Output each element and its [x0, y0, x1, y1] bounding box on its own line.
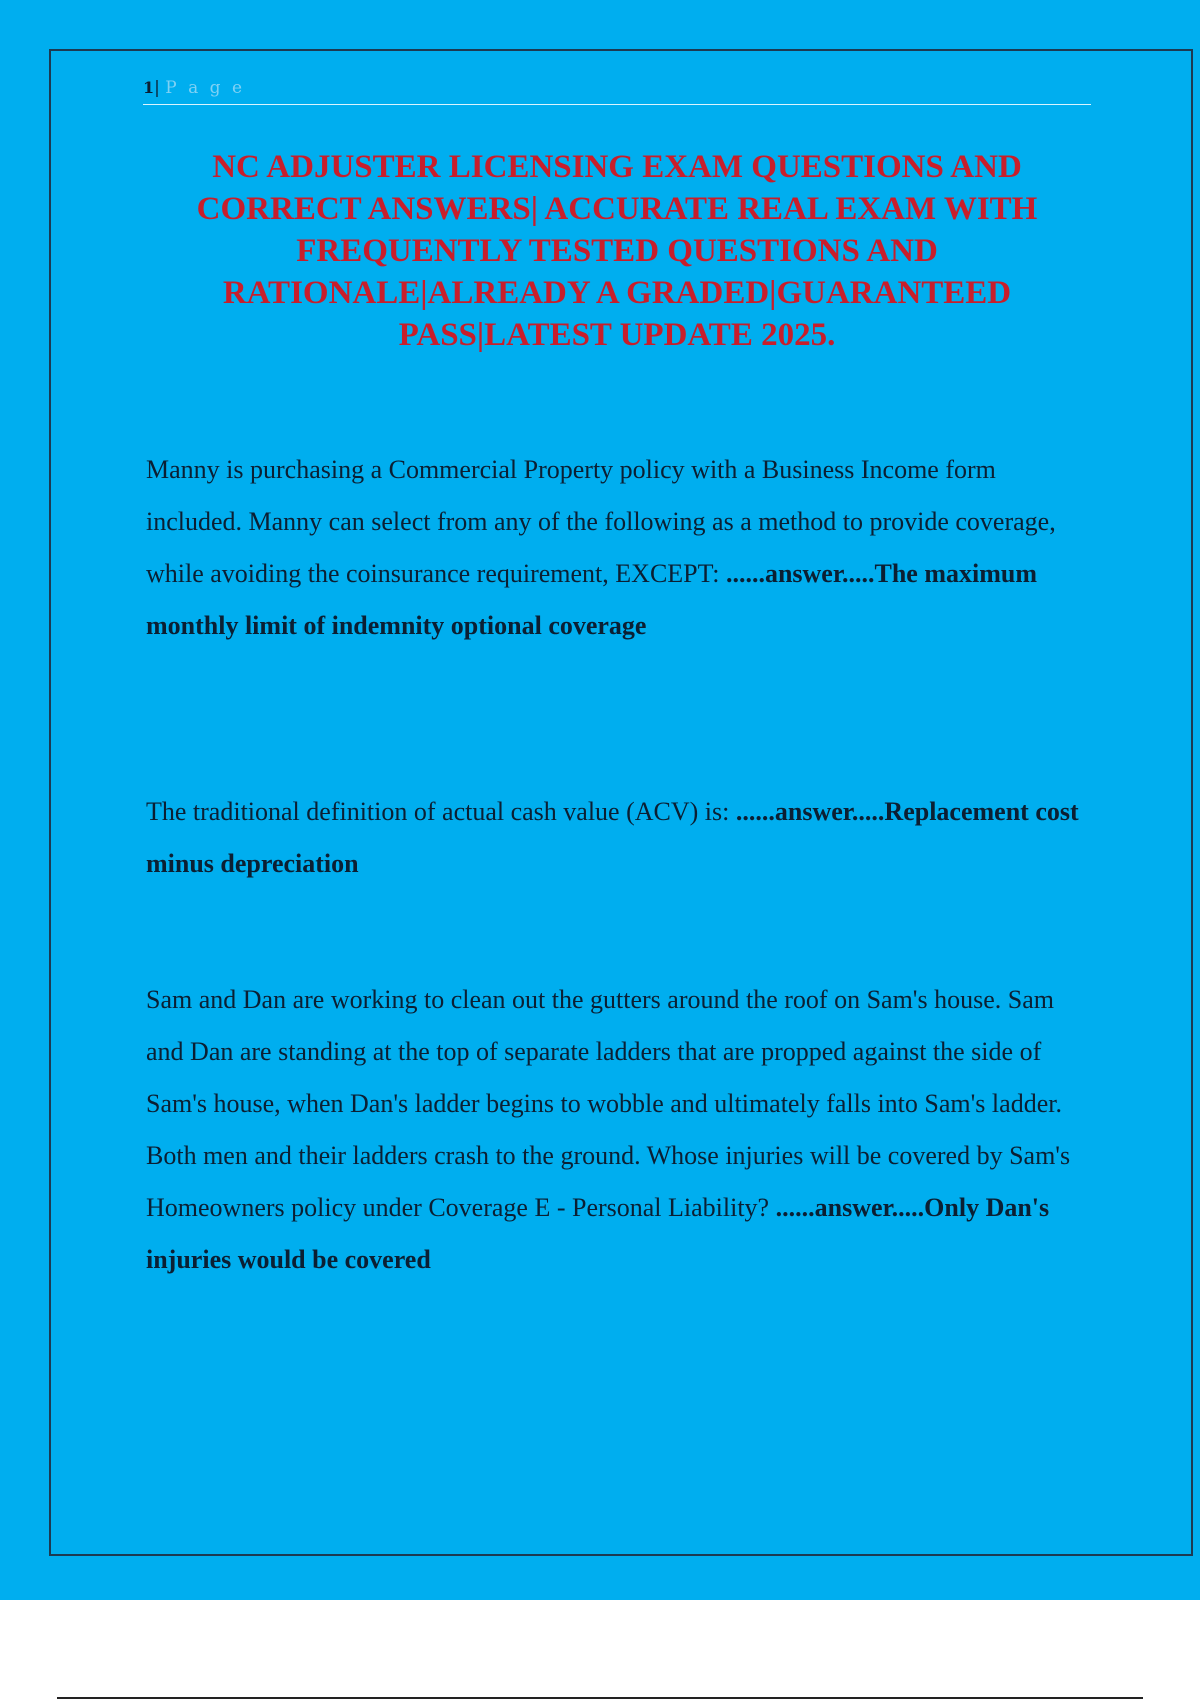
question-block — [146, 786, 1091, 890]
answer-text: ......answer.....Only Dan's injuries would be covered — [146, 1193, 1050, 1274]
question-block — [146, 974, 1091, 1286]
question-text: Sam and Dan are working to clean out the gutters around the roof on Sam's house. Sam and Dan are standing at the top of separate ladders that are propped against the side of Sam's house, when Dan's ladder begins to wobble and ultimately falls into Sam's ladder. Both men and their ladders crash to the ground. Whose injuries will be covered by Sam's Homeowners policy under Coverage E - Personal Liability? — [146, 985, 1071, 1222]
answer-text: ......answer.....The maximum monthly limit of indemnity optional coverage — [146, 559, 1037, 640]
document-title: NC ADJUSTER LICENSING EXAM QUESTIONS AND CORRECT ANSWERS| ACCURATE REAL EXAM WITH FREQUENTLY TESTED QUESTIONS AND RATIONALE|ALREADY A GRADED|GUARANTEED PASS|LATEST UPDATE 2025. — [196, 149, 1038, 353]
question-block — [146, 444, 1091, 652]
page-separator: | — [154, 78, 160, 98]
answer-text: ......answer.....Replacement cost minus depreciation — [146, 797, 1079, 878]
page-number: 1 — [143, 78, 155, 97]
page-header — [143, 76, 1091, 105]
page-label: P a g e — [165, 78, 246, 98]
footer-divider — [57, 1697, 1143, 1699]
question-text: The traditional definition of actual cash value (ACV) is: — [146, 797, 730, 826]
question-text: Manny is purchasing a Commercial Property policy with a Business Income form included. Manny can select from any of the following as a method to provide coverage, while avoiding the coinsurance requirement, EXCEPT: — [146, 455, 1056, 588]
